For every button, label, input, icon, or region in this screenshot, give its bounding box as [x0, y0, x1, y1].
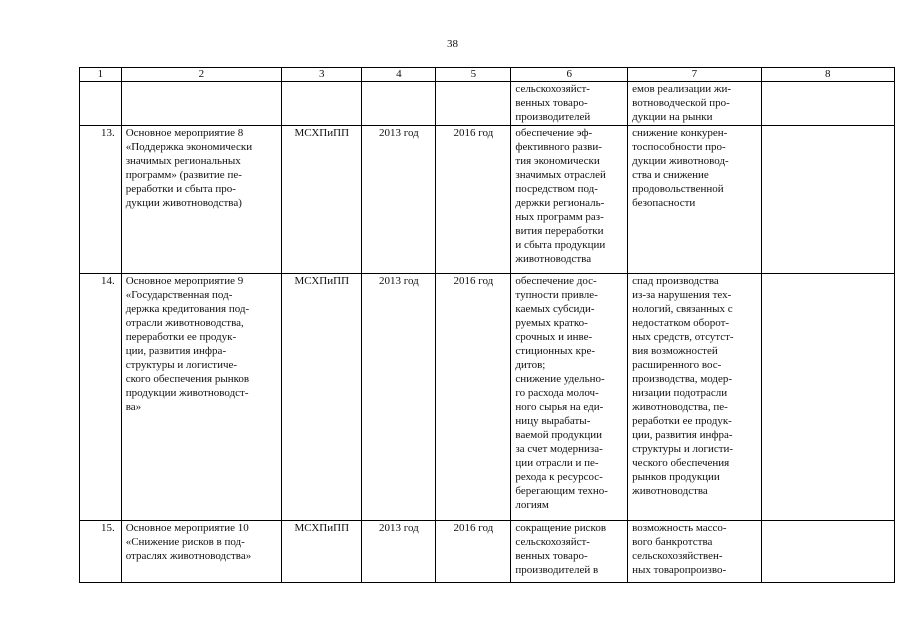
measure-name-cell: Основное мероприятие 8 «Поддержка экономически значимых региональных программ» (развитие пе- реработки и сбыта про- дукции животноводства)	[121, 126, 281, 274]
link-cell	[761, 521, 894, 583]
measures-table	[79, 67, 895, 583]
row-number-cell: 14.	[80, 274, 122, 521]
link-cell	[761, 274, 894, 521]
start-year-cell: 2013 год	[362, 126, 436, 274]
executor-cell: МСХПиПП	[282, 126, 362, 274]
table-row	[80, 521, 895, 583]
end-year-cell: 2016 год	[436, 521, 511, 583]
consequences-cell: возможность массо- вого банкротства сельскохозяйствен- ных товаропроизво-	[628, 521, 761, 583]
end-year-cell: 2016 год	[436, 126, 511, 274]
end-year-cell	[436, 82, 511, 126]
consequences-cell: снижение конкурен- тоспособности про- дукции животновод- ства и снижение продовольственной безопасности	[628, 126, 761, 274]
header-cell: 5	[436, 68, 511, 82]
header-cell: 2	[121, 68, 281, 82]
header-cell: 6	[511, 68, 628, 82]
header-cell: 1	[80, 68, 122, 82]
end-year-cell: 2016 год	[436, 274, 511, 521]
consequences-cell: емов реализации жи- вотноводческой про- дукции на рынки	[628, 82, 761, 126]
consequences-cell: спад производства из-за нарушения тех- нологий, связанных с недостатком оборот- ных средств, отсутст- вия возможностей расширенного вос- производства, модер- низации подотрасли животноводства, пе- реработки ее продук- ции, развития инфра- структуры и логисти- ческого обеспечения рынков продукции животноводства	[628, 274, 761, 521]
measure-name-cell: Основное мероприятие 10 «Снижение рисков в под- отраслях животноводства»	[121, 521, 281, 583]
expected-result-cell: сокращение рисков сельскохозяйст- венных товаро- производителей в	[511, 521, 628, 583]
start-year-cell: 2013 год	[362, 274, 436, 521]
executor-cell	[282, 82, 362, 126]
continuation-row	[80, 82, 895, 126]
link-cell	[761, 126, 894, 274]
header-cell: 8	[761, 68, 894, 82]
table-row	[80, 274, 895, 521]
expected-result-cell: сельскохозяйст- венных товаро- производителей	[511, 82, 628, 126]
header-cell: 4	[362, 68, 436, 82]
link-cell	[761, 82, 894, 126]
expected-result-cell: обеспечение эф- фективного разви- тия экономически значимых отраслей посредством под- держки региональ- ных программ раз- вития переработки и сбыта продукции животноводства	[511, 126, 628, 274]
table-row	[80, 126, 895, 274]
page-number: 38	[447, 38, 458, 50]
header-cell: 7	[628, 68, 761, 82]
header-cell: 3	[282, 68, 362, 82]
start-year-cell: 2013 год	[362, 521, 436, 583]
row-number-cell: 15.	[80, 521, 122, 583]
column-number-header-row	[80, 68, 895, 82]
executor-cell: МСХПиПП	[282, 274, 362, 521]
row-number-cell	[80, 82, 122, 126]
executor-cell: МСХПиПП	[282, 521, 362, 583]
measure-name-cell	[121, 82, 281, 126]
start-year-cell	[362, 82, 436, 126]
expected-result-cell: обеспечение дос- тупности привле- каемых субсиди- руемых кратко- срочных и инве- стиционных кре- дитов; снижение удельно- го расхода молоч- ного сырья на еди- ницу вырабаты- ваемой продукции за счет модерниза- ции отрасли и пе- рехода к ресурсос- берегающим техно- логиям	[511, 274, 628, 521]
row-number-cell: 13.	[80, 126, 122, 274]
measure-name-cell: Основное мероприятие 9 «Государственная под- держка кредитования под- отрасли животноводства, переработки ее продук- ции, развития инфра- структуры и логистиче- ского обеспечения рынков продукции животноводст- ва»	[121, 274, 281, 521]
